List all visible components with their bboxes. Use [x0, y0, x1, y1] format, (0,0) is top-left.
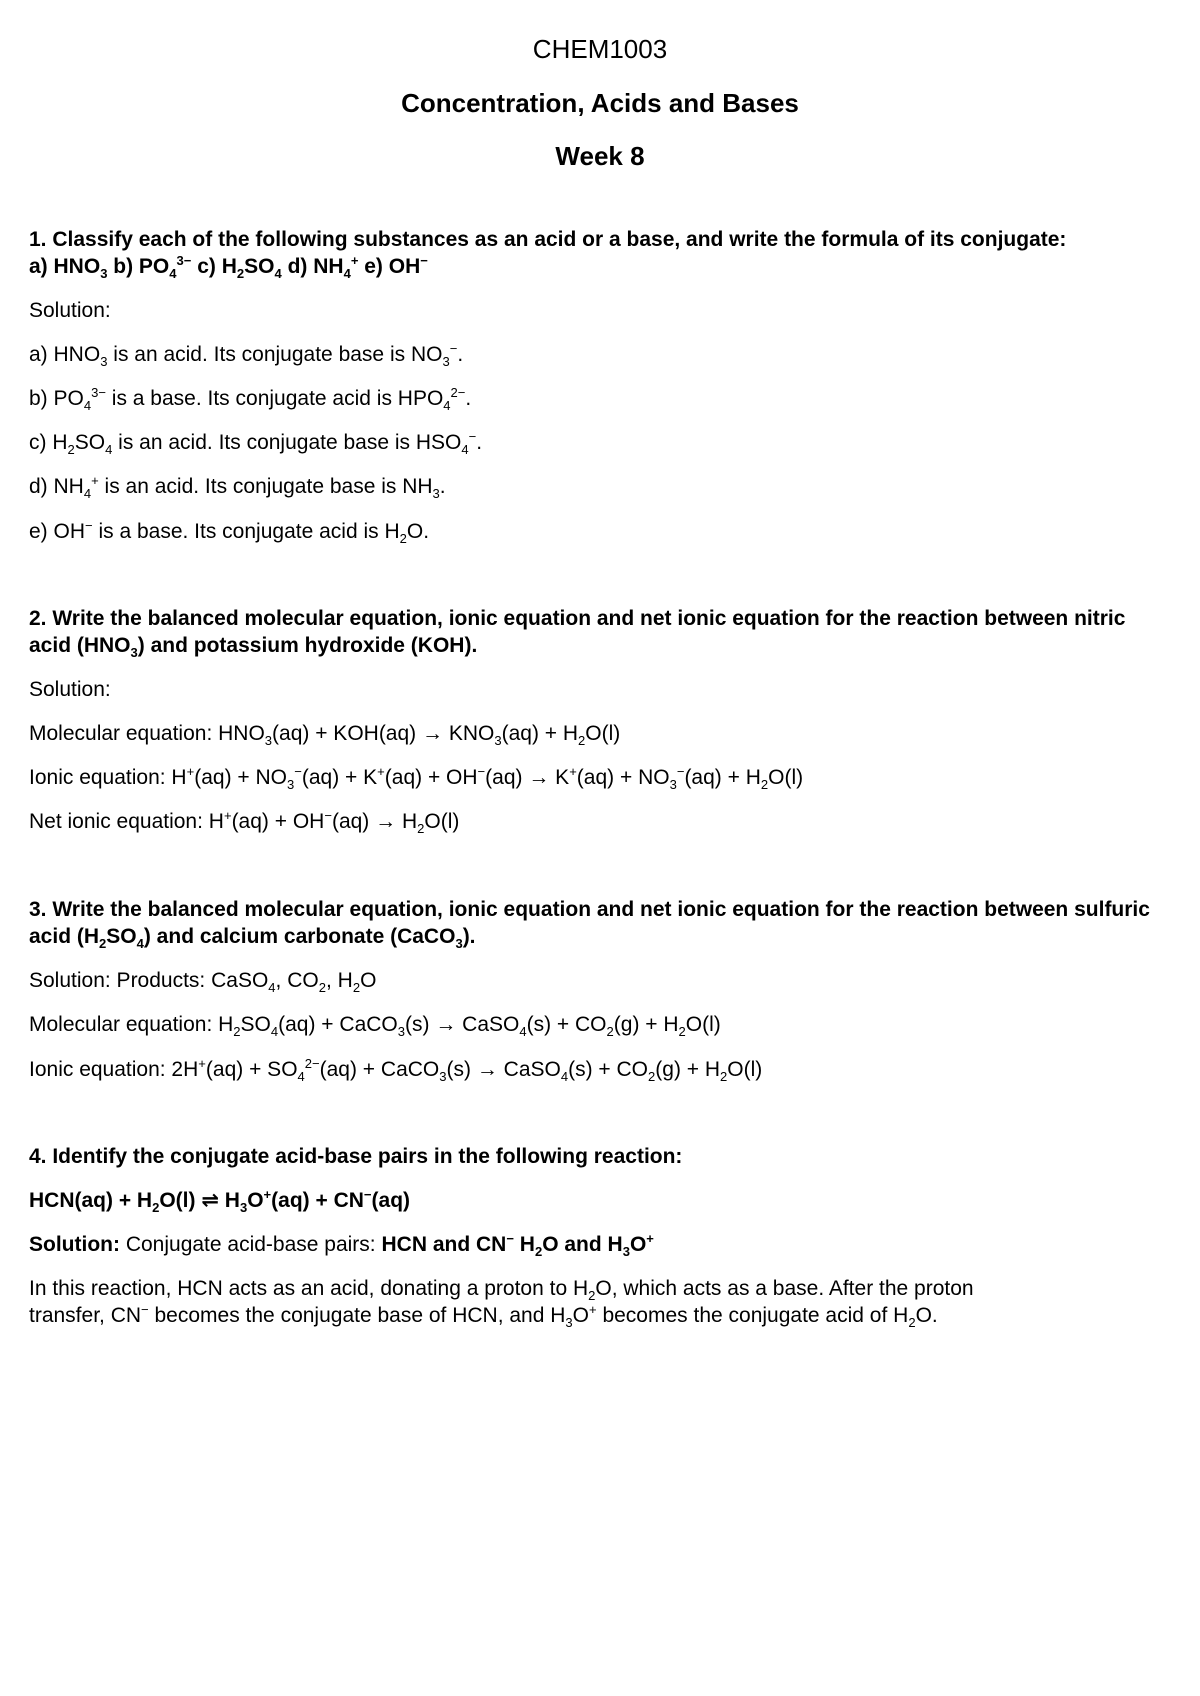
question-3-solution-products: Solution: Products: CaSO$_4$, $CO_2$, $H_2O$	[29, 969, 377, 996]
question-3-molecular-equation: Molecular equation: $H_2SO_4(aq)$ + CaCO$_3$(s) → CaSO$_4$(s) + $CO_2(g) + H_2O(l)$	[29, 1013, 721, 1040]
question-1-text: 1. Classify each of the following substances as an acid or a base, and write the formula of its conjugate:	[29, 228, 1067, 251]
question-2-net-ionic-equation: Net ionic equation: $H^+(aq) + OH^-(aq) \to H_2O(l)$	[29, 808, 460, 837]
question-3-text-line2: acid $(H_2SO_4)$ and calcium carbonate (CaCO$_3$).	[29, 925, 476, 952]
question-2-molecular-equation: Molecular equation: $HNO_3(aq) + KOH(aq) \to KNO_3(aq) + H_2O(l)$	[29, 722, 621, 749]
question-1-solution-label: Solution:	[29, 299, 111, 322]
question-2-text-line2: acid $(HNO_3)$ and potassium hydroxide (KOH).	[29, 634, 478, 661]
question-4-solution: Solution: Conjugate acid-base pairs: HCN and CN− $H_2O$ and $H_3O^+$	[29, 1231, 654, 1260]
question-3-text-line1: 3. Write the balanced molecular equation, ionic equation and net ionic equation for the reaction between sulfuric	[29, 898, 1150, 921]
question-4-explanation-line2: transfer, CN− becomes the conjugate base of HCN, and $H_3O^+$ becomes the conjugate acid of $H_2O$.	[29, 1302, 938, 1331]
question-3-ionic-equation: Ionic equation: $2H^+(aq) + SO_4^{2-}(aq)$ + CaCO$_3$(s) → CaSO$_4$(s) + $CO_2(g) + H_2O(l)$	[29, 1056, 763, 1085]
question-2-solution-label: Solution:	[29, 678, 111, 701]
question-2-ionic-equation: Ionic equation: $H^+(aq) + NO_3^-(aq) + K^+(aq) + OH^-(aq) \to K^+(aq) + NO_3^-(aq) + H_2O(l)$	[29, 764, 804, 793]
week-label: Week 8	[555, 141, 645, 171]
course-code: CHEM1003	[532, 34, 668, 64]
question-1-answer-c: c) $H_2SO_4$ is an acid. Its conjugate base is $HSO_4^-$.	[29, 429, 483, 458]
question-4-text: 4. Identify the conjugate acid-base pairs in the following reaction:	[29, 1145, 683, 1168]
document-title: Concentration, Acids and Bases	[401, 88, 799, 118]
question-1-answer-d: d) $NH_4^+$ is an acid. Its conjugate base is $NH_3$.	[29, 473, 446, 502]
question-1-items: a) $HNO_3$ b) $PO_4^{3-}$ c) $H_2SO_4$ d) $NH_4^+$ e) OH−	[29, 253, 428, 282]
question-1-answer-a: a) $HNO_3$ is an acid. Its conjugate base is $NO_3^-$.	[29, 341, 464, 370]
question-1-answer-e: e) OH− is a base. Its conjugate acid is $H_2O$.	[29, 518, 430, 547]
question-1-answer-b: b) $PO_4^{3-}$ is a base. Its conjugate acid is $HPO_4^{2-}$.	[29, 385, 472, 414]
question-4-reaction: $HCN(aq) + H_2O(l)$ ⇌ $H_3O^+(aq) + CN^-(aq)$	[29, 1187, 411, 1216]
question-2-text-line1: 2. Write the balanced molecular equation, ionic equation and net ionic equation for the reaction between nitric	[29, 607, 1126, 630]
question-4-explanation-line1: In this reaction, HCN acts as an acid, donating a proton to $H_2O$, which acts as a base. After the proton	[29, 1277, 974, 1304]
